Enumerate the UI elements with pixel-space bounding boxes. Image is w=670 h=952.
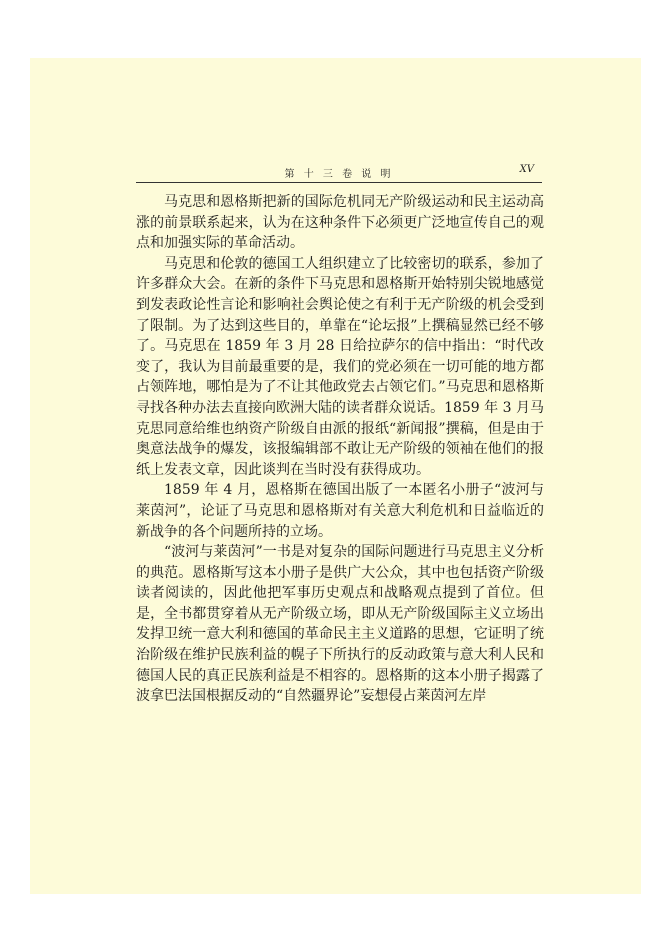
paragraph: 马克思和伦敦的德国工人组织建立了比较密切的联系，参加了许多群众大会。在新的条件下马克思和恩格斯开始特别尖锐地感觉到发表政论性言论和影响社会舆论使之有利于无产阶级的机会受到了限制。为了达到这些目的，单靠在“论坛报”上撰稿显然已经不够了。马克思在 1859 年 3 月 28 日给拉萨尔的信中指出：“时代改变了，我认为目前最重要的是，我们的党必须在一切可能的地方都占领阵地，哪怕是为了不让其他政党去占领它们。”马克思和恩格斯寻找各种办法去直接向欧洲大陆的读者群众说话。1859 年 3 月马克思同意给维也纳资产阶级自由派的报纸“新闻报”撰稿，但是由于奥意法战争的爆发，该报编辑部不敢让无产阶级的领袖在他们的报纸上发表文章，因此谈判在当时没有获得成功。 (136, 255, 544, 478)
body-text (136, 192, 544, 707)
paragraph: 马克思和恩格斯把新的国际危机同无产阶级运动和民主运动高涨的前景联系起来，认为在这种条件下必须更广泛地宣传自己的观点和加强实际的革命活动。 (136, 194, 544, 252)
paragraph: “波河与莱茵河”一书是对复杂的国际问题进行马克思主义分析的典范。恩格斯写这本小册子是供广大公众，其中也包括资产阶级读者阅读的，因此他把军事历史观点和战略观点提到了首位。但是，全书都贯穿着从无产阶级立场，即从无产阶级国际主义立场出发捍卫统一意大利和德国的革命民主主义道路的思想，它证明了统治阶级在维护民族利益的幌子下所执行的反动政策与意大利人民和德国人民的真正民族利益是不相容的。恩格斯的这本小册子揭露了波拿巴法国根据反动的“自然疆界论”妄想侵占莱茵河左岸 (136, 544, 544, 705)
header-rule (136, 182, 542, 183)
header-title: 第 十 三 卷 说 明 (284, 169, 394, 180)
page-number: XV (519, 164, 534, 175)
running-header (136, 164, 542, 182)
paragraph: 1859 年 4 月，恩格斯在德国出版了一本匿名小册子“波河与莱茵河”，论证了马克思和恩格斯对有关意大利危机和日益临近的新战争的各个问题所持的立场。 (136, 482, 544, 540)
